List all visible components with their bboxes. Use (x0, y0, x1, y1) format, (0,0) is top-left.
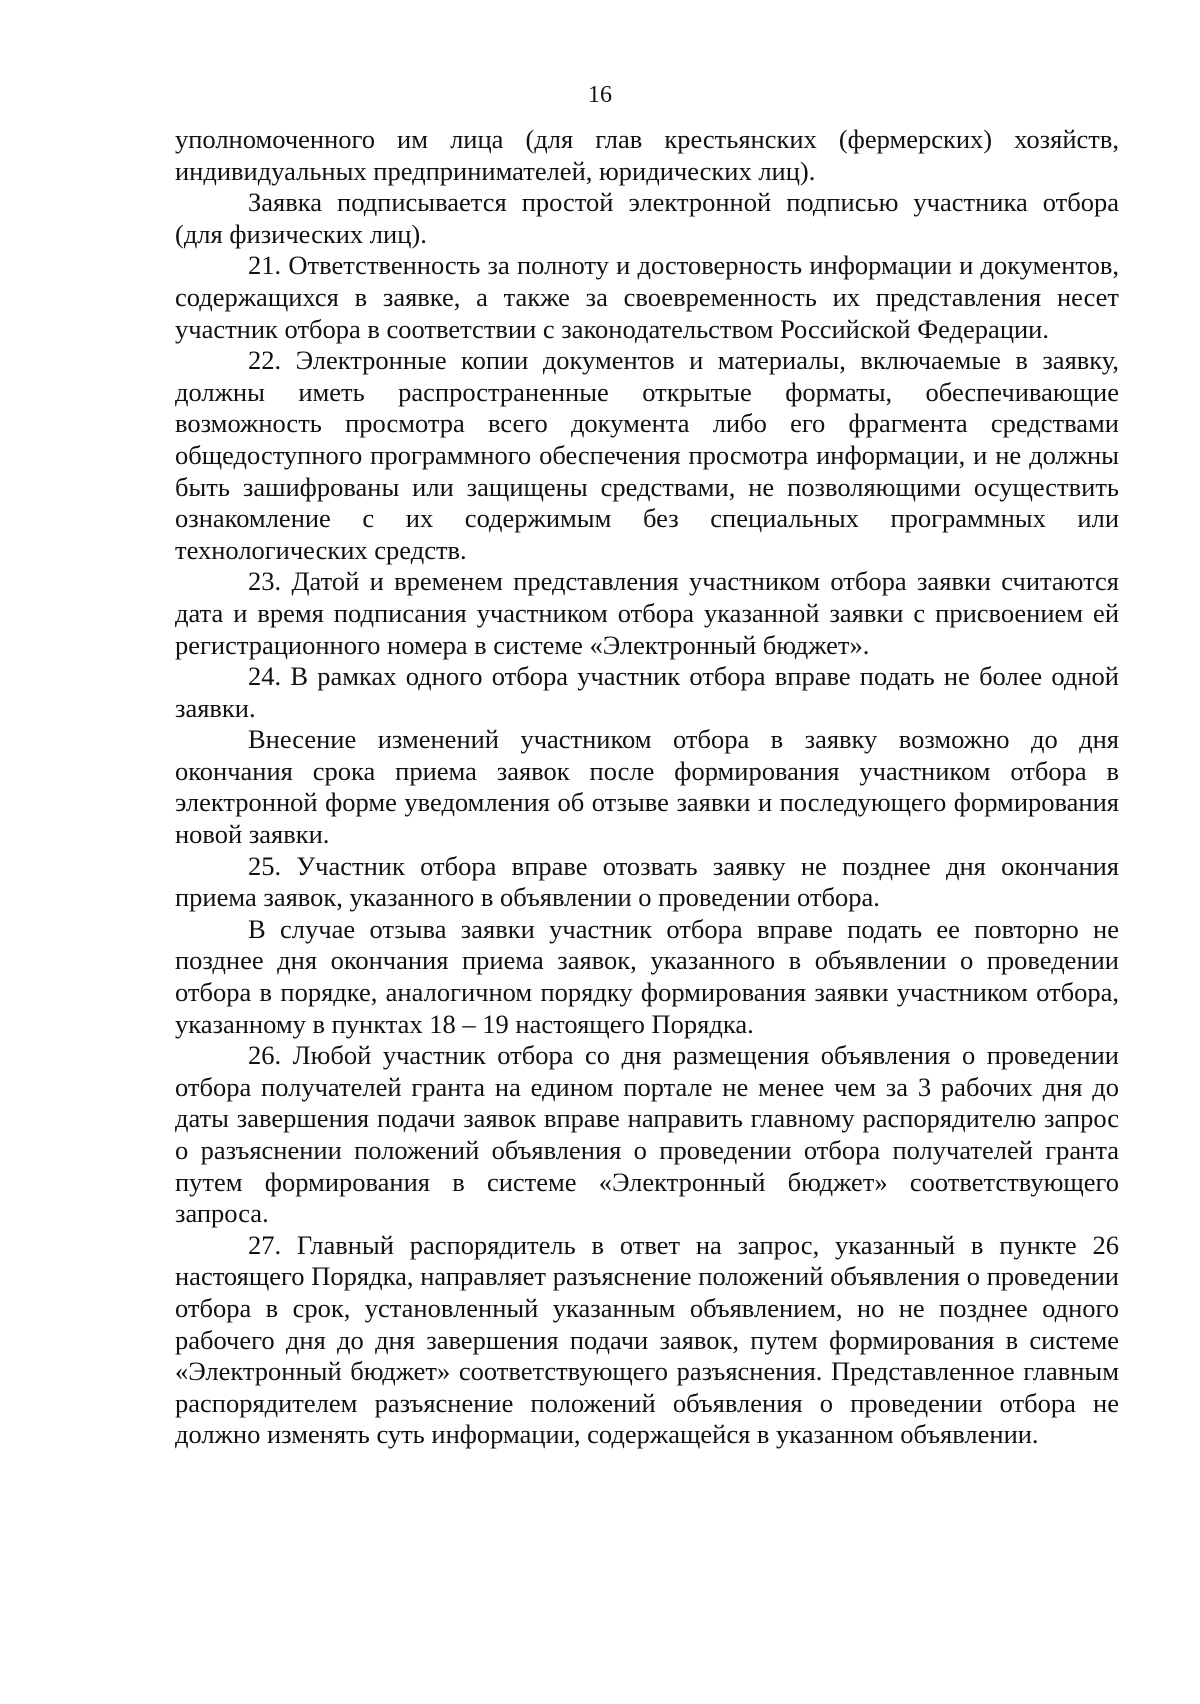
paragraph-21: 21. Ответственность за полноту и достоверность информации и документов, содержащихся в заявке, а также за своевременность их представления несет участник отбора в соответствии с законодательством Российской Федерации. (175, 250, 1119, 344)
paragraph-24-changes: Внесение изменений участником отбора в заявку возможно до дня окончания срока приема заявок после формирования участником отбора в электронной форме уведомления об отзыве заявки и последующего формирования новой заявки. (175, 724, 1119, 850)
page-number: 16 (588, 82, 612, 108)
paragraph-27: 27. Главный распорядитель в ответ на запрос, указанный в пункте 26 настоящего Порядка, направляет разъяснение положений объявления о проведении отбора в срок, установленный указанным объявлением, но не позднее одного рабочего дня до дня завершения подачи заявок, путем формирования в системе «Электронный бюджет» соответствующего разъяснения. Представленное главным распорядителем разъяснение положений объявления о проведении отбора не должно изменять суть информации, содержащейся в указанном объявлении. (175, 1229, 1119, 1450)
paragraph-continuation: уполномоченного им лица (для глав крестьянских (фермерских) хозяйств, индивидуальных предпринимателей, юридических лиц). (175, 124, 1119, 186)
paragraph-23: 23. Датой и временем представления участником отбора заявки считаются дата и время подписания участником отбора указанной заявки с присвоением ей регистрационного номера в системе «Электронный бюджет». (175, 566, 1119, 660)
paragraph-25: 25. Участник отбора вправе отозвать заявку не позднее дня окончания приема заявок, указанного в объявлении о проведении отбора. (175, 850, 1119, 913)
paragraph-25-resubmit: В случае отзыва заявки участник отбора вправе подать ее повторно не позднее дня окончания приема заявок, указанного в объявлении о проведении отбора в порядке, аналогичном порядку формирования заявки участником отбора, указанному в пунктах 18 – 19 настоящего Порядка. (175, 913, 1119, 1039)
paragraph-24: 24. В рамках одного отбора участник отбора вправе подать не более одной заявки. (175, 661, 1119, 723)
document-body (175, 124, 1119, 1451)
paragraph-22: 22. Электронные копии документов и материалы, включаемые в заявку, должны иметь распространенные открытые форматы, обеспечивающие возможность просмотра всего документа либо его фрагмента средствами общедоступного программного обеспечения просмотра информации, и не должны быть зашифрованы или защищены средствами, не позволяющими осуществить ознакомление с их содержимым без специальных программных или технологических средств. (175, 345, 1119, 565)
paragraph-signature: Заявка подписывается простой электронной подписью участника отбора (для физических лиц). (175, 187, 1119, 249)
paragraph-26: 26. Любой участник отбора со дня размещения объявления о проведении отбора получателей гранта на едином портале не менее чем за 3 рабочих дня до даты завершения подачи заявок вправе направить главному распорядителю запрос о разъяснении положений объявления о проведении отбора получателей гранта путем формирования в системе «Электронный бюджет» соответствующего запроса. (175, 1040, 1119, 1229)
